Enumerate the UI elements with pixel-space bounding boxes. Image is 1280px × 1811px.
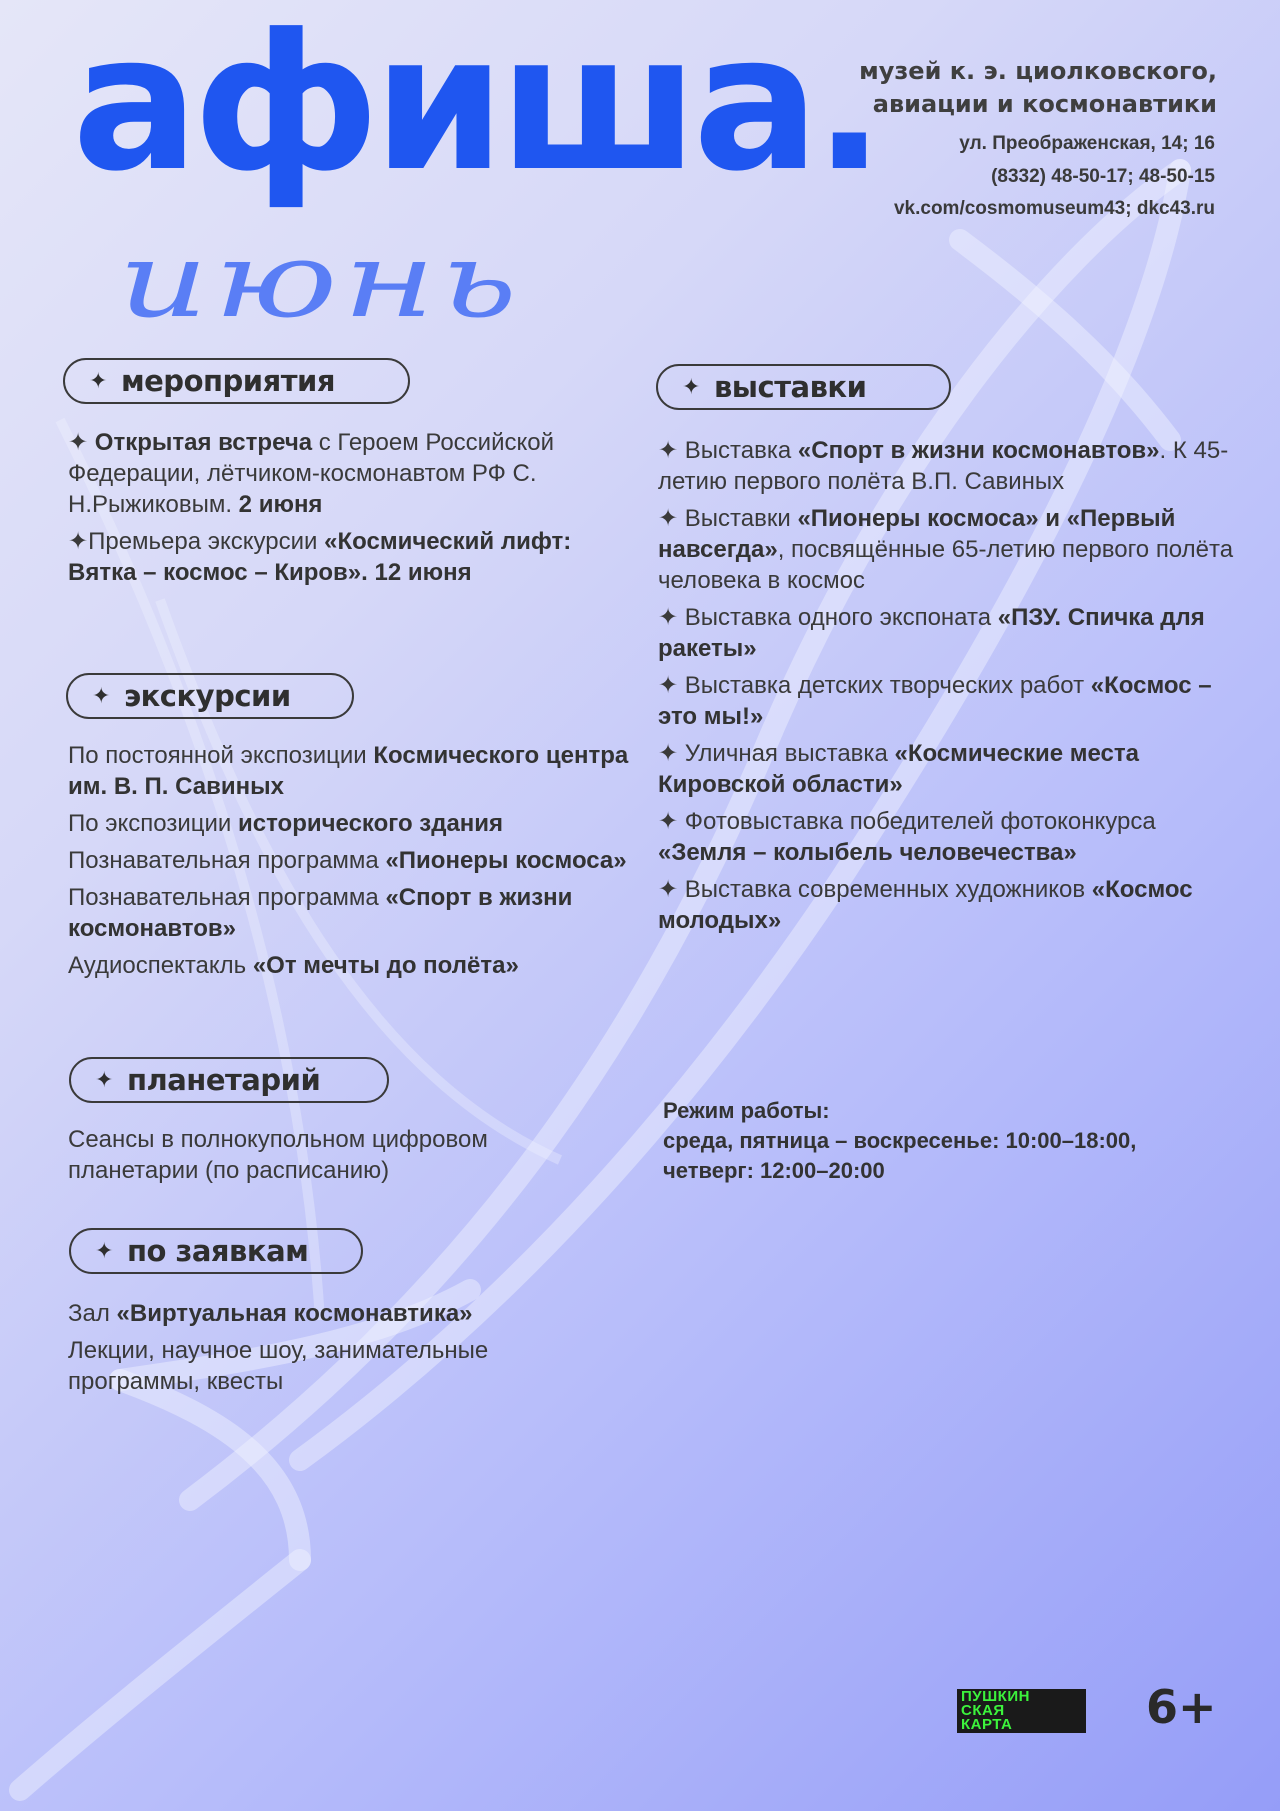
list-item: По постоянной экспозиции Космического центра им. В. П. Савиных	[68, 742, 629, 800]
age-rating: 6+	[1146, 1680, 1217, 1734]
section-pill-excursions	[66, 673, 354, 719]
requests-list	[68, 1298, 588, 1403]
list-item: Аудиоспектакль «От мечты до полёта»	[68, 952, 519, 979]
pushkin-card-logo	[957, 1689, 1086, 1733]
section-label: мероприятия	[120, 364, 335, 398]
pushkin-card-line: СКАЯ	[961, 1702, 1005, 1719]
list-item: Сеансы в полнокупольном цифровом планетарии (по расписанию)	[68, 1126, 488, 1184]
section-pill-exhibitions	[656, 364, 951, 410]
star-icon: ✦	[92, 683, 110, 709]
museum-name-line: музей к. э. циолковского,	[859, 57, 1217, 85]
list-item: Зал «Виртуальная космонавтика»	[68, 1300, 473, 1327]
opening-hours-line: четверг: 12:00–20:00	[663, 1158, 885, 1183]
list-item: Познавательная программа «Пионеры космоса»	[68, 847, 627, 874]
list-item: По экспозиции исторического здания	[68, 810, 504, 837]
pushkin-card-line: ПУШКИН	[961, 1688, 1030, 1705]
section-label: планетарий	[126, 1063, 321, 1097]
planetarium-list	[68, 1124, 588, 1192]
list-item: ✦ Уличная выставка «Космические места Кировской области»	[658, 740, 1139, 798]
star-icon: ✦	[95, 1067, 113, 1093]
museum-name-line: авиации и космонавтики	[872, 90, 1217, 118]
list-item: ✦ Открытая встреча с Героем Российской Федерации, лётчиком-космонавтом РФ С. Н.Рыжиковым. 2 июня	[68, 429, 555, 518]
section-label: экскурсии	[123, 679, 291, 713]
list-item: ✦ Фотовыставка победителей фотоконкурса «Земля – колыбель человечества»	[658, 808, 1156, 866]
star-icon: ✦	[682, 374, 700, 400]
list-item: ✦ Выставка одного экспоната «ПЗУ. Спичка для ракеты»	[658, 604, 1205, 662]
list-item: ✦ Выставки «Пионеры космоса» и «Первый навсегда», посвящённые 65-летию первого полёта человека в космос	[658, 505, 1234, 594]
list-item: ✦Премьера экскурсии «Космический лифт: Вятка – космос – Киров». 12 июня	[68, 528, 572, 586]
poster-title: афиша.	[72, 0, 880, 213]
pushkin-card-line: КАРТА	[961, 1716, 1013, 1733]
star-icon: ✦	[89, 368, 107, 394]
opening-hours	[663, 1096, 1136, 1186]
museum-name	[859, 55, 1217, 121]
museum-phones: (8332) 48-50-17; 48-50-15	[991, 166, 1215, 187]
month-label: июнь	[118, 219, 523, 341]
events-list	[68, 427, 628, 594]
list-item: ✦ Выставка «Спорт в жизни космонавтов». К 45-летию первого полёта В.П. Савиных	[658, 437, 1229, 495]
section-pill-planetarium	[69, 1057, 389, 1103]
list-item: ✦ Выставка современных художников «Космос молодых»	[658, 876, 1193, 934]
list-item: Лекции, научное шоу, занимательные программы, квесты	[68, 1337, 489, 1395]
section-pill-events	[63, 358, 410, 404]
list-item: ✦ Выставка детских творческих работ «Космос – это мы!»	[658, 672, 1212, 730]
star-icon: ✦	[95, 1238, 113, 1264]
exhibitions-list	[658, 435, 1248, 942]
section-label: выставки	[713, 370, 867, 404]
opening-hours-line: среда, пятница – воскресенье: 10:00–18:00,	[663, 1128, 1137, 1153]
opening-hours-title: Режим работы:	[663, 1098, 830, 1123]
museum-address: ул. Преображенская, 14; 16	[959, 133, 1215, 154]
section-label: по заявкам	[126, 1234, 309, 1268]
excursions-list	[68, 740, 648, 987]
list-item: Познавательная программа «Спорт в жизни космонавтов»	[68, 884, 573, 942]
section-pill-requests	[69, 1228, 363, 1274]
museum-links[interactable]: vk.com/cosmomuseum43; dkc43.ru	[893, 198, 1215, 219]
